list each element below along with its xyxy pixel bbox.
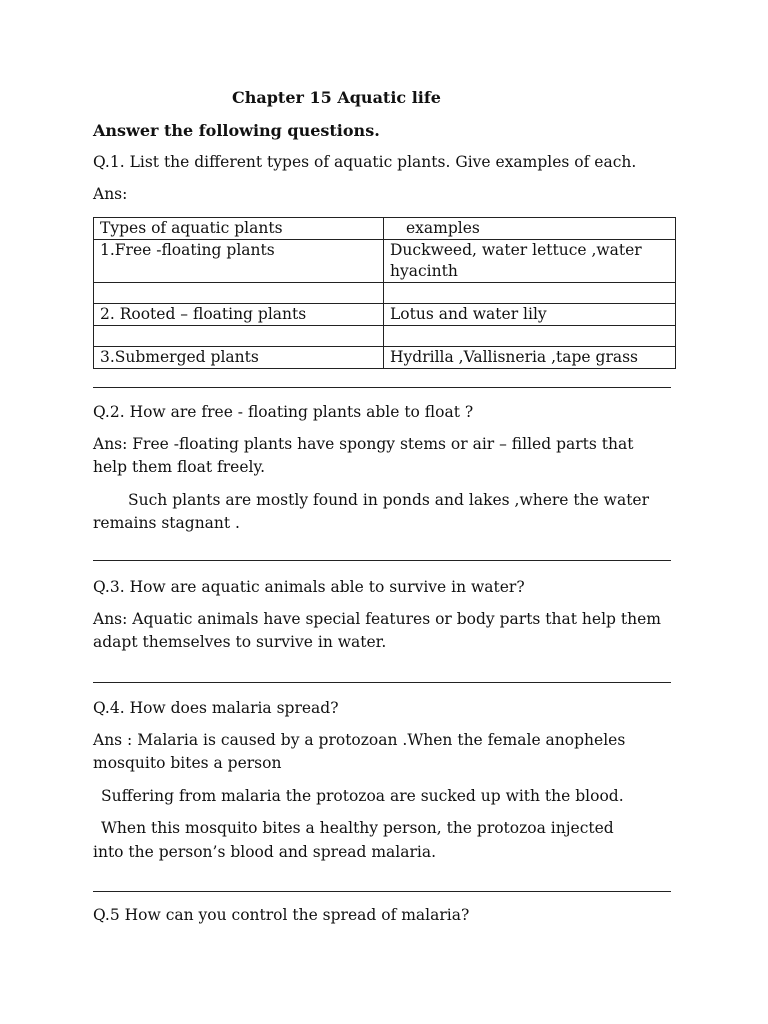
answer-3-line: Ans: Aquatic animals have special features or body parts that help them — [93, 610, 661, 628]
instruction-heading: Answer the following questions. — [93, 121, 380, 140]
table-cell: Duckweed, water lettuce ,water hyacinth — [384, 240, 676, 283]
table-row — [94, 283, 676, 304]
answer-2-line: Ans: Free -floating plants have spongy stems or air – filled parts that — [93, 435, 634, 453]
separator-rule — [93, 682, 671, 683]
table-cell — [94, 283, 384, 304]
table-cell: Hydrilla ,Vallisneria ,tape grass — [384, 347, 676, 369]
separator-rule — [93, 387, 671, 388]
table-header-row — [94, 218, 676, 240]
answer-4-line: mosquito bites a person — [93, 754, 282, 772]
aquatic-plants-table — [93, 217, 676, 369]
separator-rule — [93, 560, 671, 561]
answer-2-line: Such plants are mostly found in ponds and lakes ,where the water — [128, 491, 650, 509]
question-2: Q.2. How are free - floating plants able to float ? — [93, 403, 474, 421]
table-cell — [384, 283, 676, 304]
table-header-cell: Types of aquatic plants — [94, 218, 384, 240]
answer-1-label: Ans: — [93, 185, 128, 203]
table-cell: 3.Submerged plants — [94, 347, 384, 369]
question-4: Q.4. How does malaria spread? — [93, 699, 339, 717]
question-3: Q.3. How are aquatic animals able to survive in water? — [93, 578, 525, 596]
question-1: Q.1. List the different types of aquatic plants. Give examples of each. — [93, 153, 637, 171]
separator-rule — [93, 891, 671, 892]
answer-4-line: Ans : Malaria is caused by a protozoan .When the female anopheles — [93, 731, 626, 749]
table-cell — [384, 326, 676, 347]
question-5: Q.5 How can you control the spread of malaria? — [93, 906, 470, 924]
page-title: Chapter 15 Aquatic life — [232, 88, 441, 107]
answer-2-line: remains stagnant . — [93, 514, 240, 532]
answer-4-line: Suffering from malaria the protozoa are sucked up with the blood. — [101, 787, 624, 805]
table-cell: Lotus and water lily — [384, 304, 676, 326]
table-row — [94, 326, 676, 347]
answer-4-line: When this mosquito bites a healthy person, the protozoa injected — [101, 819, 614, 837]
answer-2-line: help them float freely. — [93, 458, 266, 476]
table-cell: 1.Free -floating plants — [94, 240, 384, 283]
table-row — [94, 347, 676, 369]
table-row — [94, 240, 676, 283]
answer-3-line: adapt themselves to survive in water. — [93, 633, 387, 651]
table-cell — [94, 326, 384, 347]
table-header-cell: examples — [384, 218, 676, 240]
table-row — [94, 304, 676, 326]
table-cell: 2. Rooted – floating plants — [94, 304, 384, 326]
answer-4-line: into the person’s blood and spread malaria. — [93, 843, 437, 861]
